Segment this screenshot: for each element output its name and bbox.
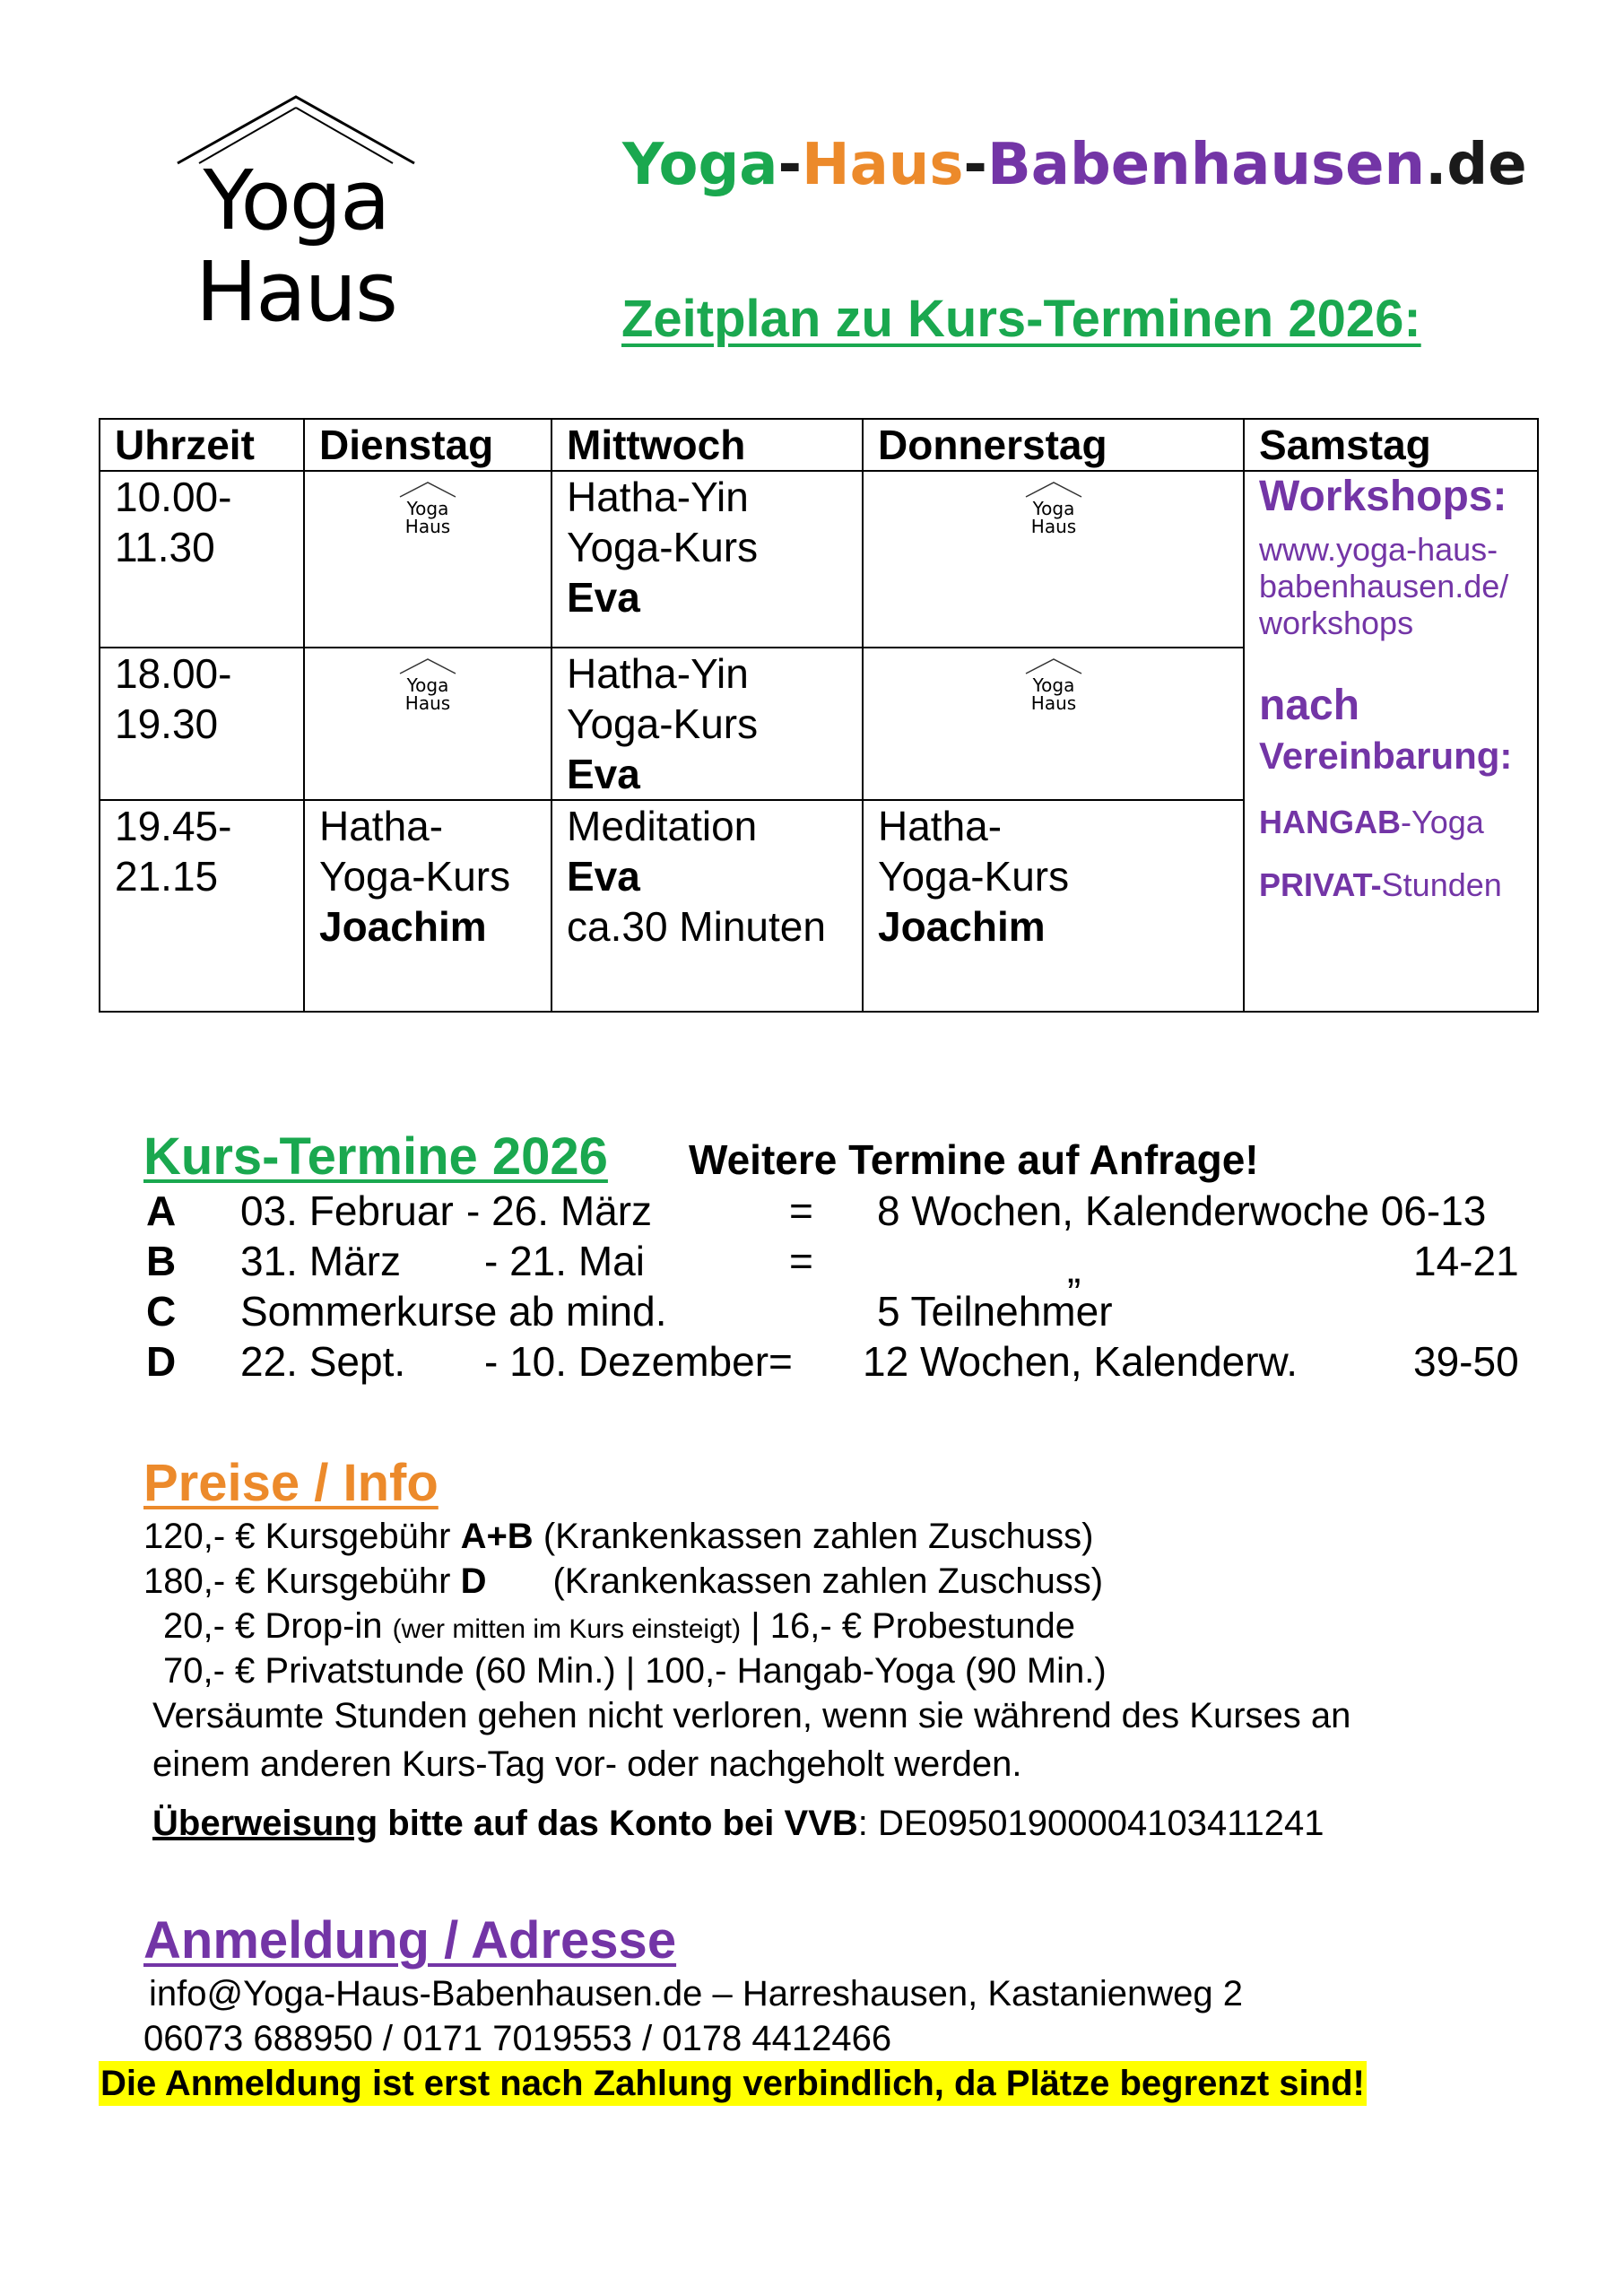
teacher-name: Eva bbox=[567, 751, 640, 797]
dienstag-cell bbox=[304, 800, 551, 1012]
yoga-haus-mini-logo bbox=[396, 477, 459, 540]
col-header-mittwoch: Mittwoch bbox=[551, 419, 863, 471]
donnerstag-cell bbox=[863, 800, 1244, 1012]
termin-letter: C bbox=[146, 1288, 177, 1335]
mini-logo-haus: Haus bbox=[1030, 692, 1076, 714]
termin-to: - 21. Mai bbox=[484, 1238, 645, 1284]
termin-kw: 14-21 bbox=[1413, 1238, 1519, 1284]
yoga-haus-mini-logo bbox=[1022, 654, 1085, 717]
teacher-name: Eva bbox=[567, 574, 640, 621]
preis-line-dropin: 20,- € Drop-in (wer mitten im Kurs einsteigt) | 16,- € Probestunde bbox=[163, 1606, 1075, 1646]
site-sep-1: - bbox=[777, 132, 802, 198]
termin-info: 8 Wochen, Kalenderwoche 06-13 bbox=[877, 1187, 1487, 1234]
site-title bbox=[622, 129, 1527, 201]
time-start: 10.00- bbox=[115, 474, 232, 520]
course-type: Yoga-Kurs bbox=[567, 700, 759, 747]
preise-title: Preise / Info bbox=[143, 1454, 439, 1512]
site-tld: .de bbox=[1425, 132, 1527, 198]
course-name: Hatha-Yin bbox=[567, 474, 749, 520]
course-type: Yoga-Kurs bbox=[567, 524, 759, 570]
mini-logo-haus: Haus bbox=[1030, 516, 1076, 537]
dienstag-cell bbox=[304, 471, 551, 648]
course-name: Hatha-Yin bbox=[567, 650, 749, 697]
mini-logo-yoga: Yoga bbox=[1032, 498, 1074, 519]
col-header-samstag: Samstag bbox=[1244, 419, 1538, 471]
course-name: Hatha- bbox=[319, 803, 444, 849]
address-line: info@Yoga-Haus-Babenhausen.de – Harreshausen, Kastanienweg 2 bbox=[149, 1974, 1243, 2013]
termine-list bbox=[0, 1186, 1624, 1392]
course-name: Hatha- bbox=[878, 803, 1003, 849]
termin-kw: 39-50 bbox=[1413, 1338, 1519, 1385]
transfer-line: Überweisung bitte auf das Konto bei VVB: DE09501900004103411241 bbox=[152, 1804, 1324, 1843]
anmeldung-title: Anmeldung / Adresse bbox=[143, 1911, 677, 1970]
logo-line-yoga: Yoga bbox=[203, 152, 389, 248]
workshops-link-2: babenhausen.de/ bbox=[1259, 568, 1509, 604]
site-part-babenhausen: Babenhausen bbox=[986, 132, 1426, 198]
course-type: Yoga-Kurs bbox=[878, 853, 1070, 900]
kurs-termine-subtitle: Weitere Termine auf Anfrage! bbox=[689, 1136, 1259, 1183]
workshops-link-3: workshops bbox=[1259, 604, 1414, 641]
site-part-haus: Haus bbox=[802, 132, 964, 198]
workshops-heading: Workshops: bbox=[1259, 473, 1507, 520]
samstag-cell bbox=[1244, 471, 1538, 1012]
course-duration: ca.30 Minuten bbox=[567, 903, 826, 950]
time-end: 11.30 bbox=[115, 524, 215, 570]
termin-ditto: „ bbox=[1067, 1245, 1081, 1292]
col-header-dienstag: Dienstag bbox=[304, 419, 551, 471]
termin-eq: = bbox=[789, 1238, 813, 1284]
time-end: 21.15 bbox=[115, 853, 219, 900]
donnerstag-cell bbox=[863, 471, 1244, 648]
site-part-yoga: Yoga bbox=[622, 132, 778, 198]
workshops-link-1: www.yoga-haus- bbox=[1259, 531, 1498, 568]
yoga-haus-mini-logo bbox=[1022, 477, 1085, 540]
schedule-title: Zeitplan zu Kurs-Terminen 2026: bbox=[621, 290, 1421, 348]
info-line-2: einem anderen Kurs-Tag vor- oder nachgeholt werden. bbox=[152, 1744, 1022, 1784]
mini-logo-haus: Haus bbox=[404, 692, 451, 714]
time-cell bbox=[100, 648, 304, 800]
schedule-header-row bbox=[100, 419, 1538, 471]
termin-from: 22. Sept. bbox=[240, 1338, 406, 1385]
termin-to: - 26. März bbox=[466, 1187, 653, 1234]
site-sep-2: - bbox=[963, 132, 987, 198]
preis-line-privat: 70,- € Privatstunde (60 Min.) | 100,- Hangab-Yoga (90 Min.) bbox=[163, 1651, 1107, 1691]
yoga-haus-logo bbox=[170, 90, 421, 350]
col-header-donnerstag: Donnerstag bbox=[863, 419, 1244, 471]
time-cell bbox=[100, 800, 304, 1012]
termin-to: - 10. Dezember= bbox=[484, 1338, 793, 1385]
vereinbarung-label: Vereinbarung: bbox=[1259, 735, 1513, 777]
teacher-name: Joachim bbox=[878, 903, 1046, 950]
termin-letter: A bbox=[146, 1187, 177, 1234]
mini-logo-yoga: Yoga bbox=[1032, 674, 1074, 696]
nach-label: nach bbox=[1259, 682, 1360, 729]
mini-logo-haus: Haus bbox=[404, 516, 451, 537]
logo-line-haus: Haus bbox=[195, 244, 396, 340]
termin-from: 03. Februar bbox=[240, 1187, 454, 1234]
time-start: 19.45- bbox=[115, 803, 232, 849]
teacher-name: Eva bbox=[567, 853, 640, 900]
termin-from: Sommerkurse ab mind. bbox=[240, 1288, 667, 1335]
termin-letter: D bbox=[146, 1338, 177, 1385]
yoga-haus-mini-logo bbox=[396, 654, 459, 717]
preis-line-ab: 120,- € Kursgebühr A+B (Krankenkassen zahlen Zuschuss) bbox=[143, 1517, 1094, 1556]
teacher-name: Joachim bbox=[319, 903, 487, 950]
preis-line-d: 180,- € Kursgebühr D (Krankenkassen zahlen Zuschuss) bbox=[143, 1561, 1104, 1601]
mittwoch-cell bbox=[551, 800, 863, 1012]
mittwoch-cell bbox=[551, 471, 863, 648]
registration-notice: Die Anmeldung ist erst nach Zahlung verbindlich, da Plätze begrenzt sind! bbox=[99, 2061, 1367, 2106]
col-header-uhrzeit: Uhrzeit bbox=[100, 419, 304, 471]
time-start: 18.00- bbox=[115, 650, 232, 697]
phone-line: 06073 688950 / 0171 7019553 / 0178 4412466 bbox=[143, 2019, 892, 2058]
termin-letter: B bbox=[146, 1238, 177, 1284]
kurs-termine-title: Kurs-Termine 2026 bbox=[143, 1127, 608, 1186]
mini-logo-yoga: Yoga bbox=[406, 674, 449, 696]
course-name: Meditation bbox=[567, 803, 758, 849]
donnerstag-cell bbox=[863, 648, 1244, 800]
info-line-1: Versäumte Stunden gehen nicht verloren, wenn sie während des Kurses an bbox=[152, 1696, 1351, 1735]
mini-logo-yoga: Yoga bbox=[406, 498, 449, 519]
privat-stunden-item: PRIVAT-Stunden bbox=[1259, 866, 1502, 903]
mittwoch-cell bbox=[551, 648, 863, 800]
schedule-table bbox=[99, 418, 1539, 1013]
time-cell bbox=[100, 471, 304, 648]
termin-from: 31. März bbox=[240, 1238, 401, 1284]
time-end: 19.30 bbox=[115, 700, 219, 747]
termin-eq: = bbox=[789, 1187, 813, 1234]
hangab-yoga-item: HANGAB-Yoga bbox=[1259, 804, 1484, 840]
dienstag-cell bbox=[304, 648, 551, 800]
schedule-row-1 bbox=[100, 471, 1538, 648]
course-type: Yoga-Kurs bbox=[319, 853, 511, 900]
termin-info: 12 Wochen, Kalenderw. bbox=[863, 1338, 1298, 1385]
termin-info: 5 Teilnehmer bbox=[877, 1288, 1113, 1335]
